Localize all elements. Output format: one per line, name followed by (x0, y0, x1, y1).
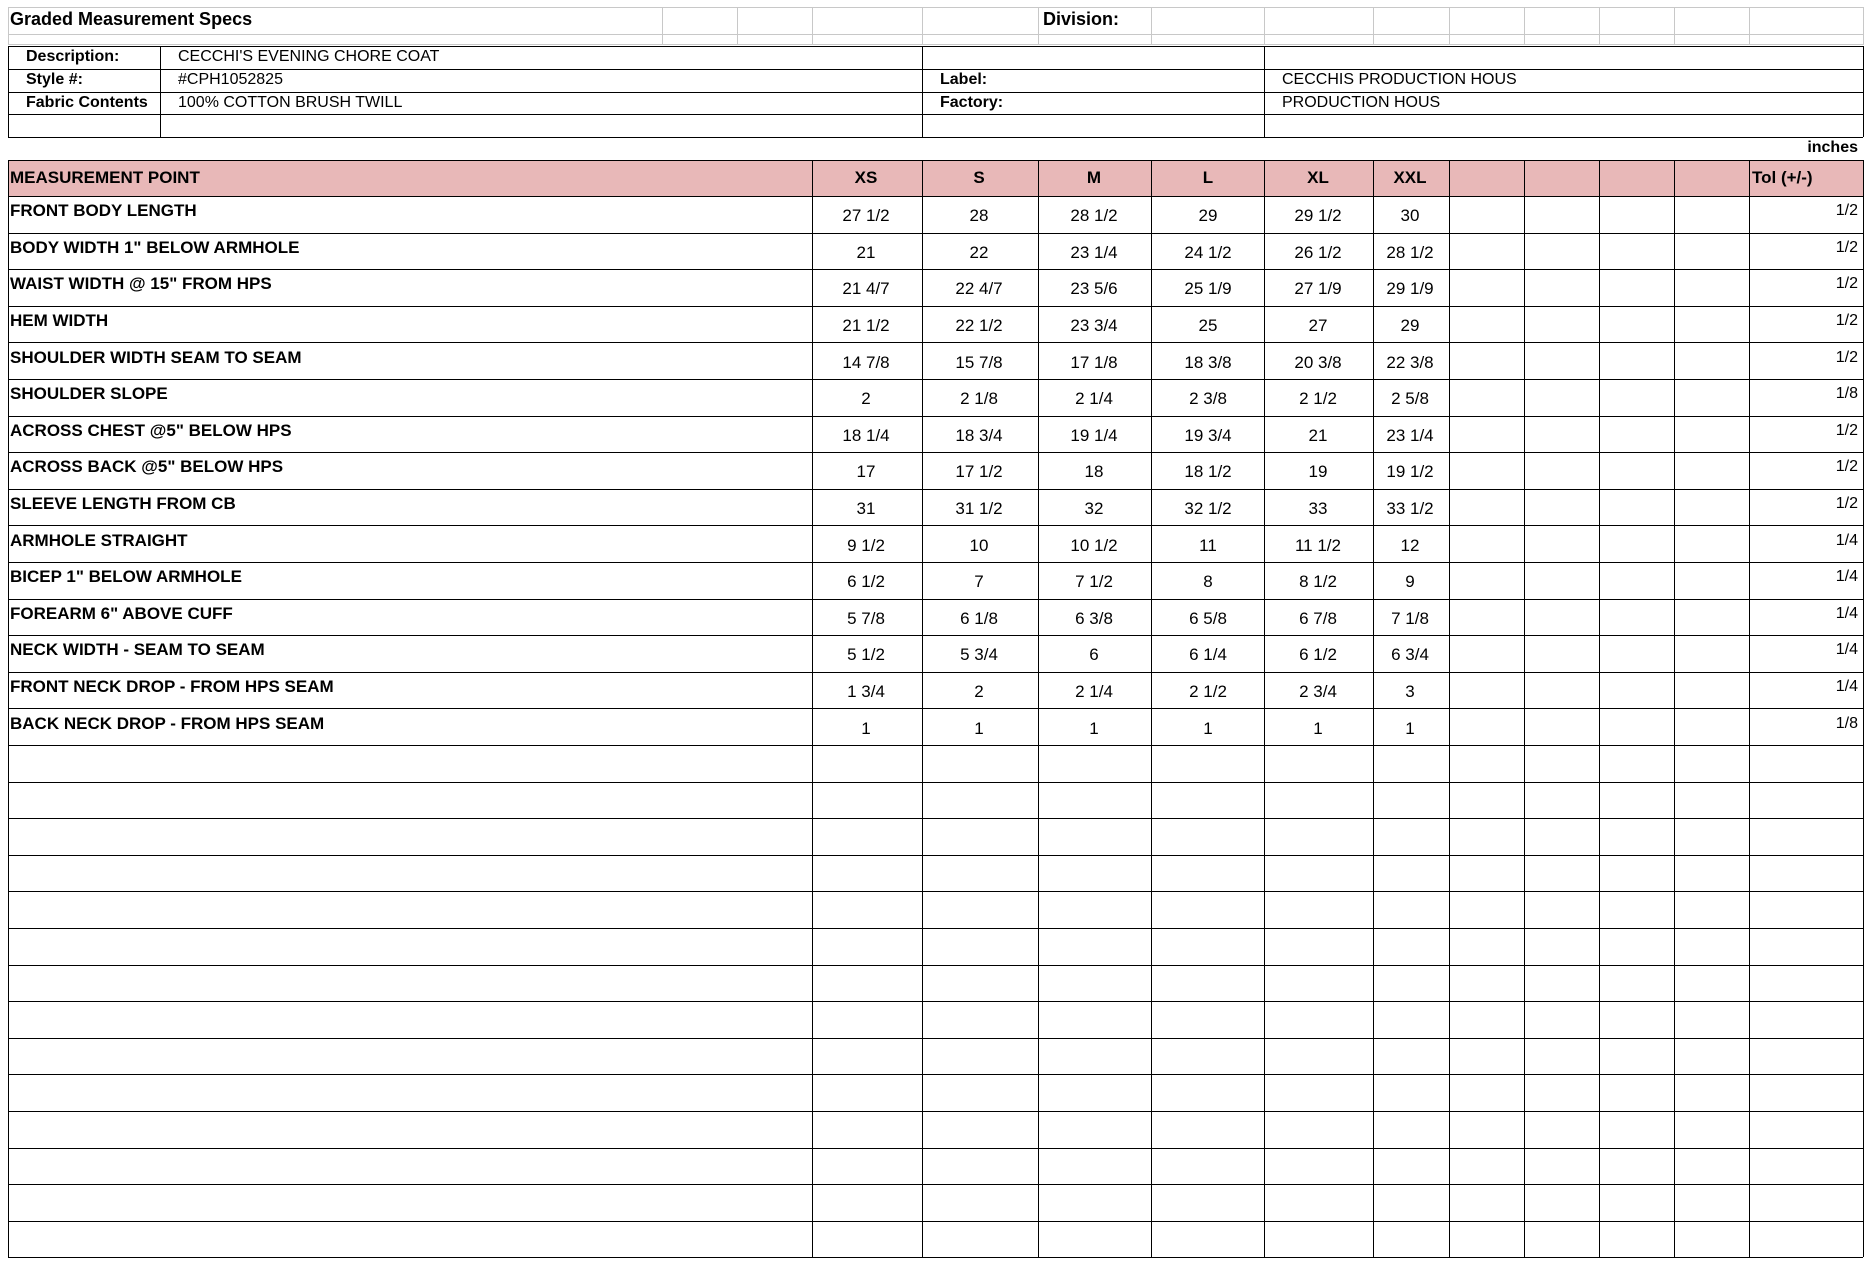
size-value: 6 3/4 (1391, 645, 1429, 665)
grid-line (8, 1038, 1863, 1039)
measurement-point-header: MEASUREMENT POINT (10, 168, 200, 187)
grid-line (8, 69, 1863, 70)
size-value: 25 1/9 (1184, 279, 1232, 299)
tolerance-value: 1/4 (1835, 678, 1858, 696)
size-value: 2 (861, 389, 871, 409)
size-value: 32 (1084, 499, 1104, 519)
tolerance-value: 1/2 (1835, 348, 1858, 366)
size-value: 19 (1308, 462, 1328, 482)
size-header-m: M (1086, 168, 1102, 187)
grid-line (1038, 7, 1039, 45)
tolerance-value: 1/8 (1835, 385, 1858, 403)
sheet-title: Graded Measurement Specs (10, 8, 253, 29)
grid-line (1599, 7, 1600, 45)
size-value: 29 1/9 (1386, 279, 1434, 299)
grid-line (1151, 7, 1152, 45)
size-value: 12 (1400, 535, 1420, 555)
size-value: 24 1/2 (1184, 242, 1232, 262)
size-value: 18 (1084, 462, 1104, 482)
description-value: CECCHI'S EVENING CHORE COAT (178, 48, 440, 65)
grid-line (1264, 7, 1265, 45)
size-value: 28 (969, 206, 989, 226)
grid-line (8, 92, 1863, 93)
size-value: 7 (974, 572, 984, 592)
size-value: 15 7/8 (955, 352, 1003, 372)
fabric-label: Fabric Contents (26, 94, 148, 111)
size-value: 28 1/2 (1386, 242, 1434, 262)
grid-line (8, 7, 9, 45)
size-value: 2 1/2 (1189, 682, 1227, 702)
size-value: 18 3/8 (1184, 352, 1232, 372)
size-value: 2 3/8 (1189, 389, 1227, 409)
size-value: 1 3/4 (847, 682, 885, 702)
description-label: Description: (26, 48, 120, 65)
grid-line (662, 7, 663, 45)
size-value: 22 4/7 (955, 279, 1003, 299)
size-value: 5 7/8 (847, 608, 885, 628)
grid-line (8, 672, 1863, 673)
size-value: 28 1/2 (1070, 206, 1118, 226)
grid-line (812, 160, 813, 1257)
measurement-point-label: HEM WIDTH (10, 311, 109, 331)
size-value: 2 1/4 (1075, 389, 1113, 409)
measurement-point-label: SHOULDER WIDTH SEAM TO SEAM (10, 347, 302, 367)
measurement-point-label: FOREARM 6" ABOVE CUFF (10, 603, 233, 623)
size-value: 27 1/2 (842, 206, 890, 226)
grid-line (8, 1148, 1863, 1149)
size-value: 19 3/4 (1184, 425, 1232, 445)
size-value: 30 (1400, 206, 1420, 226)
size-value: 2 5/8 (1391, 389, 1429, 409)
size-value: 10 1/2 (1070, 535, 1118, 555)
grid-line (922, 160, 923, 1257)
tolerance-value: 1/4 (1835, 531, 1858, 549)
grid-line (1524, 160, 1525, 1257)
size-value: 5 1/2 (847, 645, 885, 665)
grid-line (8, 855, 1863, 856)
style-label: Style #: (26, 71, 83, 88)
tolerance-value: 1/4 (1835, 641, 1858, 659)
size-value: 21 (856, 242, 876, 262)
size-value: 17 (856, 462, 876, 482)
grid-line (1373, 7, 1374, 45)
tolerance-value: 1/2 (1835, 495, 1858, 513)
size-value: 6 1/4 (1189, 645, 1227, 665)
size-value: 1 (861, 718, 871, 738)
measurement-point-label: FRONT BODY LENGTH (10, 201, 197, 221)
grid-line (1264, 160, 1265, 1257)
size-value: 2 1/8 (960, 389, 998, 409)
size-value: 29 1/2 (1294, 206, 1342, 226)
grid-line (8, 782, 1863, 783)
measurement-point-label: BODY WIDTH 1" BELOW ARMHOLE (10, 237, 300, 257)
measurement-point-label: BACK NECK DROP - FROM HPS SEAM (10, 713, 325, 733)
grid-line (737, 7, 738, 45)
size-value: 1 (1405, 718, 1415, 738)
grid-line (8, 379, 1863, 380)
label-value: CECCHIS PRODUCTION HOUS (1282, 71, 1517, 88)
size-value: 6 5/8 (1189, 608, 1227, 628)
tolerance-value: 1/2 (1835, 458, 1858, 476)
grid-line (8, 342, 1863, 343)
grid-line (8, 452, 1863, 453)
size-value: 1 (974, 718, 984, 738)
tolerance-value: 1/2 (1835, 312, 1858, 330)
size-value: 17 1/2 (955, 462, 1003, 482)
size-value: 2 3/4 (1299, 682, 1337, 702)
size-value: 33 (1308, 499, 1328, 519)
tolerance-value: 1/2 (1835, 421, 1858, 439)
size-value: 23 1/4 (1386, 425, 1434, 445)
grid-line (1674, 160, 1675, 1257)
size-value: 8 1/2 (1299, 572, 1337, 592)
grid-line (8, 160, 9, 1257)
size-value: 2 (974, 682, 984, 702)
grid-line (1151, 160, 1152, 1257)
size-value: 23 3/4 (1070, 316, 1118, 336)
grid-line (8, 196, 1863, 197)
factory-value: PRODUCTION HOUS (1282, 94, 1441, 111)
size-value: 9 1/2 (847, 535, 885, 555)
measurement-point-label: SLEEVE LENGTH FROM CB (10, 494, 236, 514)
size-value: 2 1/2 (1299, 389, 1337, 409)
size-value: 21 4/7 (842, 279, 890, 299)
size-value: 2 1/4 (1075, 682, 1113, 702)
label-label: Label: (940, 71, 988, 88)
grid-line (1674, 7, 1675, 45)
size-value: 23 1/4 (1070, 242, 1118, 262)
size-value: 19 1/2 (1386, 462, 1434, 482)
size-header-s: S (973, 168, 985, 187)
grid-line (1449, 160, 1450, 1257)
grid-line (8, 928, 1863, 929)
size-value: 1 (1089, 718, 1099, 738)
size-value: 6 7/8 (1299, 608, 1337, 628)
size-value: 11 (1199, 535, 1217, 555)
grid-line (1863, 160, 1864, 1257)
size-value: 18 1/4 (842, 425, 890, 445)
measurement-point-label: ACROSS BACK @5" BELOW HPS (10, 457, 284, 477)
size-value: 25 (1198, 316, 1218, 336)
size-value: 6 1/8 (960, 608, 998, 628)
grid-line (1863, 7, 1864, 45)
grid-line (922, 7, 923, 45)
grid-line (1264, 46, 1265, 137)
grid-line (8, 635, 1863, 636)
grid-line (8, 599, 1863, 600)
size-value: 18 3/4 (955, 425, 1003, 445)
units-label: inches (1807, 139, 1858, 156)
grid-line (8, 1257, 1863, 1258)
size-value: 32 1/2 (1184, 499, 1232, 519)
size-value: 1 (1313, 718, 1323, 738)
size-value: 1 (1203, 718, 1213, 738)
size-value: 8 (1203, 572, 1213, 592)
size-header-xxl: XXL (1393, 168, 1427, 187)
grid-line (812, 7, 813, 45)
grid-line (1599, 160, 1600, 1257)
size-value: 31 (856, 499, 876, 519)
grid-line (1863, 46, 1864, 137)
size-header-xl: XL (1307, 168, 1329, 187)
tolerance-value: 1/2 (1835, 202, 1858, 220)
division-label: Division: (1043, 8, 1120, 29)
grid-line (8, 160, 1863, 161)
measurement-point-label: WAIST WIDTH @ 15" FROM HPS (10, 274, 272, 294)
size-value: 6 3/8 (1075, 608, 1113, 628)
size-value: 14 7/8 (842, 352, 890, 372)
grid-line (1373, 160, 1374, 1257)
measurement-point-label: BICEP 1" BELOW ARMHOLE (10, 567, 242, 587)
grid-line (8, 416, 1863, 417)
size-value: 18 1/2 (1184, 462, 1232, 482)
tolerance-value: 1/4 (1835, 604, 1858, 622)
size-value: 6 (1089, 645, 1099, 665)
grid-line (8, 34, 1863, 35)
size-value: 29 (1400, 316, 1420, 336)
grid-line (1524, 7, 1525, 45)
size-header-l: L (1202, 168, 1214, 187)
grid-line (8, 46, 9, 137)
grid-line (922, 46, 923, 137)
size-value: 11 1/2 (1294, 535, 1341, 555)
size-value: 22 1/2 (955, 316, 1003, 336)
grid-line (8, 306, 1863, 307)
size-value: 6 1/2 (847, 572, 885, 592)
grid-line (8, 1074, 1863, 1075)
measurement-point-label: NECK WIDTH - SEAM TO SEAM (10, 640, 265, 660)
size-value: 7 1/8 (1391, 608, 1429, 628)
size-value: 22 3/8 (1386, 352, 1434, 372)
size-value: 26 1/2 (1294, 242, 1342, 262)
factory-label: Factory: (940, 94, 1004, 111)
size-value: 27 1/9 (1294, 279, 1342, 299)
grid-line (8, 891, 1863, 892)
grid-line (8, 46, 1863, 47)
size-value: 27 (1308, 316, 1328, 336)
grid-line (8, 7, 1863, 8)
tolerance-value: 1/2 (1835, 275, 1858, 293)
grid-line (8, 965, 1863, 966)
grid-line (8, 269, 1863, 270)
size-value: 19 1/4 (1070, 425, 1118, 445)
grid-line (8, 1111, 1863, 1112)
size-value: 23 5/6 (1070, 279, 1118, 299)
measurement-point-label: ACROSS CHEST @5" BELOW HPS (10, 420, 292, 440)
style-value: #CPH1052825 (178, 71, 283, 88)
size-value: 7 1/2 (1075, 572, 1113, 592)
grid-line (8, 137, 1863, 138)
measurement-point-label: FRONT NECK DROP - FROM HPS SEAM (10, 677, 334, 697)
measurement-point-label: SHOULDER SLOPE (10, 384, 168, 404)
size-value: 21 1/2 (842, 316, 890, 336)
size-value: 29 (1198, 206, 1218, 226)
grid-line (8, 489, 1863, 490)
table-header-band (8, 160, 1863, 196)
tolerance-header: Tol (+/-) (1752, 168, 1813, 187)
grid-line (1749, 160, 1750, 1257)
size-value: 3 (1405, 682, 1415, 702)
size-value: 31 1/2 (955, 499, 1003, 519)
grid-line (1749, 7, 1750, 45)
size-value: 5 3/4 (960, 645, 998, 665)
grid-line (8, 1221, 1863, 1222)
tolerance-value: 1/2 (1835, 238, 1858, 256)
tolerance-value: 1/8 (1835, 714, 1858, 732)
grid-line (8, 745, 1863, 746)
grid-line (8, 114, 1863, 115)
grid-line (8, 44, 1863, 45)
size-value: 22 (969, 242, 989, 262)
grid-line (8, 818, 1863, 819)
size-header-xs: XS (854, 168, 878, 187)
size-value: 10 (969, 535, 989, 555)
tolerance-value: 1/4 (1835, 568, 1858, 586)
grid-line (1038, 160, 1039, 1257)
grid-line (8, 1001, 1863, 1002)
size-value: 9 (1405, 572, 1415, 592)
grid-line (8, 1184, 1863, 1185)
fabric-value: 100% COTTON BRUSH TWILL (178, 94, 403, 111)
size-value: 21 (1308, 425, 1328, 445)
grid-line (160, 46, 161, 137)
grid-line (8, 233, 1863, 234)
size-value: 20 3/8 (1294, 352, 1342, 372)
measurement-point-label: ARMHOLE STRAIGHT (10, 530, 188, 550)
size-value: 17 1/8 (1070, 352, 1118, 372)
grid-line (1449, 7, 1450, 45)
size-value: 33 1/2 (1386, 499, 1434, 519)
grid-line (8, 708, 1863, 709)
grid-line (8, 525, 1863, 526)
size-value: 6 1/2 (1299, 645, 1337, 665)
grid-line (8, 562, 1863, 563)
